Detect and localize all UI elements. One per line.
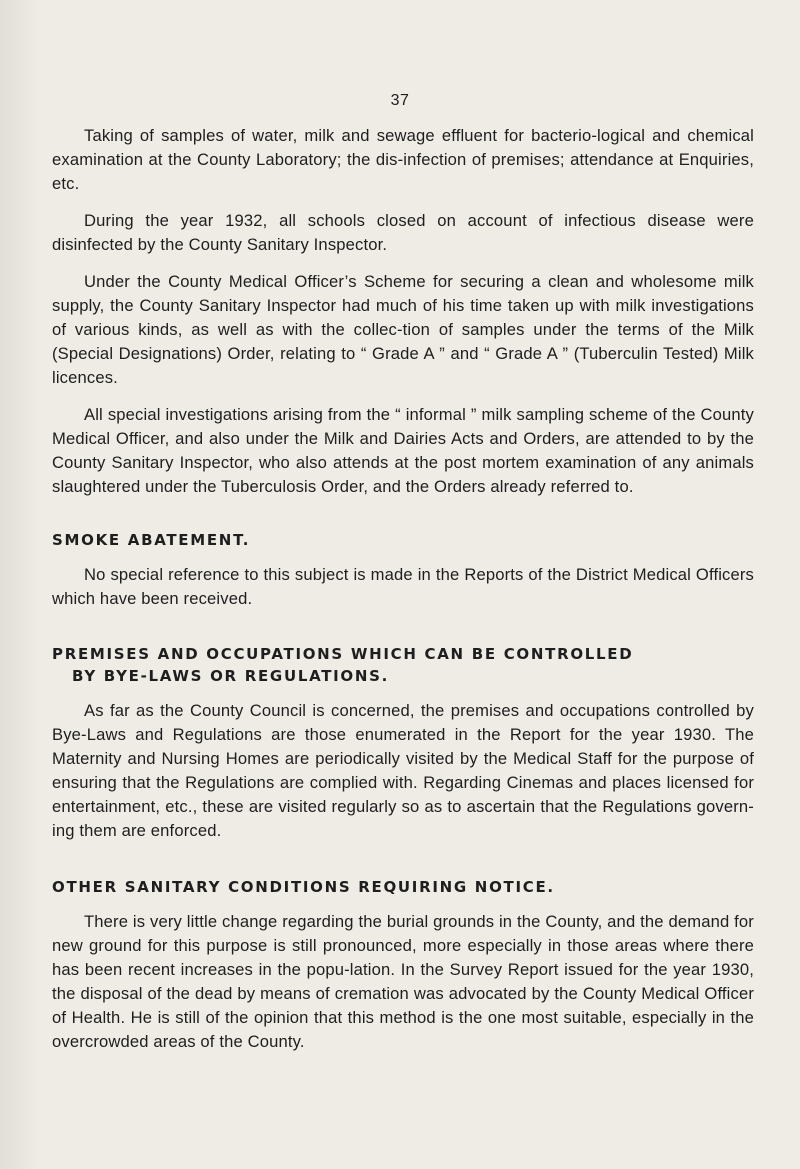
paragraph-premises: As far as the County Council is concerned, the premises and occupations controlled by Bye-Laws and Regulations are those enumerated in the Report for the year 1930. The Maternity and Nursing Homes are periodically visited by the Medical Staff for the purpose of ensuring that the Regulations are complied with. Regarding Cinemas and places licensed for entertainment, etc., these are visited regularly so as to ascertain that the Regulations govern-ing them are enforced.: [52, 701, 754, 840]
heading-premises-occupations: [52, 643, 754, 687]
page-number: 37: [390, 92, 410, 109]
paragraph-milk-scheme: Under the County Medical Officer’s Scheme for securing a clean and wholesome milk supply, the County Sanitary Inspector had much of his time taken up with milk investigations of various kinds, as well as with the collec-tion of samples under the terms of the Milk (Special Designations) Order, relating to “ Grade A ” and “ Grade A ” (Tuberculin Tested) Milk licences.: [52, 272, 754, 387]
heading-premises-line2: BY BYE-LAWS OR REGULATIONS.: [72, 667, 390, 685]
paragraph-samples: Taking of samples of water, milk and sewage effluent for bacterio-logical and chemical examination at the County Laboratory; the dis-infection of premises; attendance at Enquiries, etc.: [52, 126, 754, 193]
heading-premises-line1: PREMISES AND OCCUPATIONS WHICH CAN BE CONTROLLED: [52, 645, 634, 663]
paragraph-smoke-abatement: No special reference to this subject is made in the Reports of the District Medical Officers which have been received.: [52, 565, 754, 608]
paragraph-investigations: All special investigations arising from the “ informal ” milk sampling scheme of the County Medical Officer, and also under the Milk and Dairies Acts and Orders, are attended to by the County Sanitary Inspector, who also attends at the post mortem examination of any animals slaughtered under the Tuberculosis Order, and the Orders already referred to.: [52, 405, 754, 496]
heading-smoke-abatement: SMOKE ABATEMENT.: [52, 531, 251, 549]
paragraph-burial-grounds: There is very little change regarding the burial grounds in the County, and the demand for new ground for this purpose is still pronounced, more especially in those areas where there has been recent increases in the popu-lation. In the Survey Report issued for the year 1930, the disposal of the dead by means of cremation was advocated by the County Medical Officer of Health. He is still of the opinion that this method is the one most suitable, especially in the overcrowded areas of the County.: [52, 912, 754, 1051]
heading-other-sanitary-conditions: OTHER SANITARY CONDITIONS REQUIRING NOTICE.: [52, 878, 555, 896]
page-body: [52, 124, 754, 1054]
paragraph-schools: During the year 1932, all schools closed on account of infectious disease were disinfected by the County Sanitary Inspector.: [52, 211, 754, 254]
